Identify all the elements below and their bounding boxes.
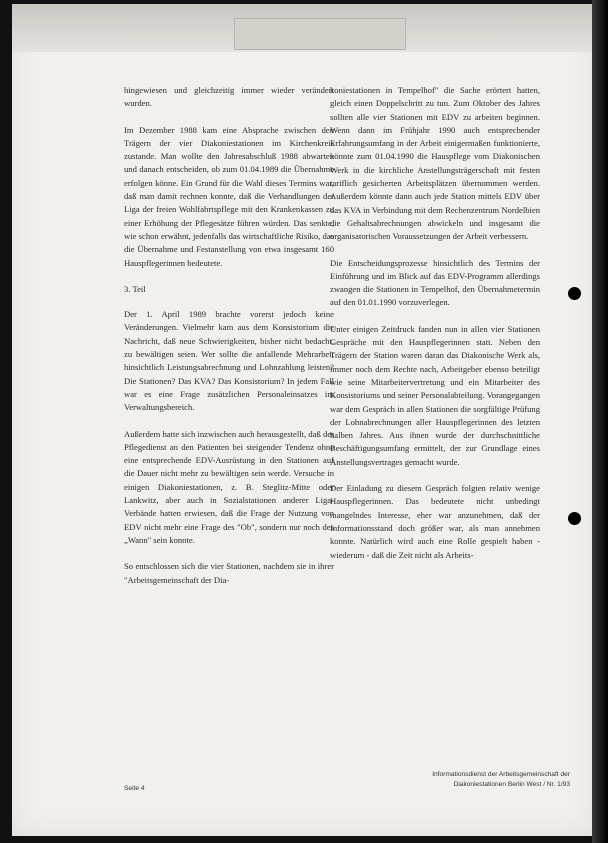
publication-line: Informationsdienst der Arbeitsgemeinschaft der (432, 771, 570, 778)
publication-line: Diakoniestationen Berlin West / Nr. 1/93 (453, 781, 570, 788)
paragraph: Im Dezember 1988 kam eine Absprache zwischen den Trägern der vier Diakoniestationen im Kirchenkreis zustande. Man wollte den Jahresabschluß 1988 abwarten und danach entscheiden, ob zum 01.04.1989 die Übernahme erfolgen könne. Ein Grund für die Wahl dieses Termins war, daß man damit rechnen konnte, daß die Verhandlungen der Liga der freien Wohlfahrtspflege mit den Krankenkassen zu einer Erhöhung der Pflegesätze führen würden. Das senkte, wie schon erwähnt, jedenfalls das wirtschaftliche Risiko, das die Übernahme und Festanstellung von etwa insgesamt 160 Hauspflegerinnen bedeutete. (124, 124, 334, 268)
page-header-band (12, 4, 596, 52)
scan-edge-strip (592, 0, 608, 843)
punch-hole (568, 512, 581, 525)
publication-footer (380, 770, 570, 790)
paragraph: Der Einladung zu diesem Gespräch folgten relativ wenige Hauspflegerinnen. Das bedeutete nicht unbedingt mangelndes Interesse, eher war anzunehmen, daß der Informationsstand doch größer war, als man annehmen konnte. Natürlich wird auch eine Rolle gespielt haben - wiederum - daß die Zeit nicht als Arbeits- (330, 483, 540, 560)
paragraph: Der 1. April 1989 brachte vorerst jedoch keine Veränderungen. Vielmehr kam aus dem Konsistorium die Nachricht, daß neue Schwierigkeiten, bisher nicht bedacht, zu bewältigen seien. Wer sollte die anfallende Mehrarbeit hinsichtlich Leistungsabrechnung und Lohnzahlung leisten? Die Stationen? Das KVA? Das Konsistorium? In jedem Fall war es eine Frage zusätzlichen Personaleinsatzes im Verwaltungsbereich. (124, 309, 334, 413)
paragraph: Die Entscheidungsprozesse hinsichtlich des Termins der Einführung und im Blick auf das EDV-Programm allerdings zwangen die Stationen in Tempelhof, den Übernahmetermin auf den 01.01.1990 vorzuverlegen. (330, 257, 540, 308)
section-heading: 3. Teil (124, 283, 146, 294)
paragraph: So entschlossen sich die vier Stationen, nachdem sie in ihrer "Arbeitsgemeinschaft der Dia- (124, 561, 334, 585)
paragraph: Unter einigen Zeitdruck fanden nun in allen vier Stationen Gespräche mit den Hauspflegerinnen statt. Neben den Trägern der Station waren daran das Diakonische Werk als, immer noch dem Rechte nach, Arbeitgeber ebenso beteiligt wie seine Mitarbeitervertretung und ein Mitarbeiter des Konsistoriums und seiner Personalabteilung. Vorangegangen war dem Gespräch in allen Stationen die sorgfältige Prüfung der Lohnabrechnungen aller Hauspflegerinnen des letzten halben Jahres. Aus ihnen wurde der durchschnittliche Beschäftigungsumfang ermittelt, der zur Grundlage eines Anstellungsvertrages gemacht wurde. (330, 323, 540, 467)
paragraph: Außerdem hatte sich inzwischen auch herausgestellt, daß der Pflegedienst an den Patienten bei steigender Tendenz ohne eine entsprechende EDV-Ausrüstung in den Stationen auf die Dauer nicht mehr zu bewältigen sein werde. Versuche in einigen Diakoniestationen, z. B. Steglitz-Mitte oder Lankwitz, aber auch in Sozialstationen anderer Liga-Verbände hatten erwiesen, daß die Frage der Nutzung von EDV nicht mehr eine Frage des "Ob", sondern nur noch des „Wann" sein konnte. (124, 428, 334, 545)
paragraph: hingewiesen und gleichzeitig immer wieder verändert wurden. (124, 85, 334, 109)
header-title-box (234, 18, 406, 50)
punch-hole (568, 287, 581, 300)
right-text-column (330, 84, 540, 575)
paragraph: koniestationen in Tempelhof" die Sache erörtert hatten, gleich einen Doppelschritt zu tun. Zum Oktober des Jahres sollten alle vier Stationen mit EDV zu arbeiten beginnen. Wenn dann im Frühjahr 1990 auch entsprechender Erfahrungsumfang in der Arbeit einigermaßen funktionierte, könnte zum 01.04.1990 die Hauspflege vom Diakonischen Werk in die kirchliche Anstellungsträgerschaft mit festen tariflich gesicherten Arbeitsplätzen übernommen werden. Außerdem könnte dann auch jede Station mittels EDV über das KVA in Verbindung mit dem Rechenzentrum Nordelbien die Gehaltsabrechnungen abwickeln und insgesamt die organisatorischen Voraussetzungen der Arbeit verbessern. (330, 85, 540, 242)
left-text-column (124, 84, 334, 600)
page-number: Seite 4 (124, 785, 145, 792)
